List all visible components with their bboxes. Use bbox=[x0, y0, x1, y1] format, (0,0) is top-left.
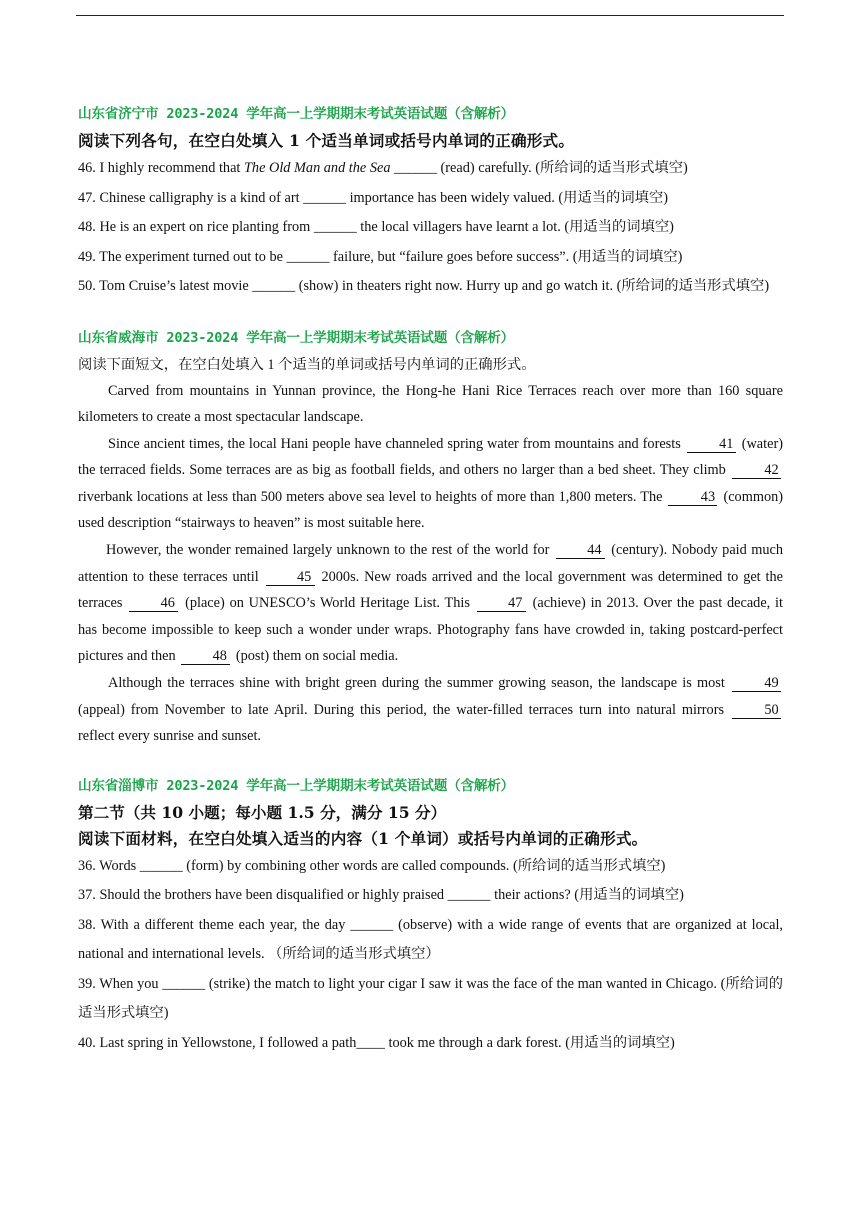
blank-45: 45 bbox=[266, 570, 315, 586]
question-46 bbox=[78, 154, 783, 184]
blank-42: 42 bbox=[732, 463, 781, 479]
text: (appeal) from November to late April. During this period, the water-filled terraces turn into natural mirrors bbox=[78, 701, 730, 718]
blank-47: 47 bbox=[477, 596, 526, 612]
blank-43: 43 bbox=[668, 490, 717, 506]
text: Since ancient times, the local Hani people have channeled spring water from mountains and forests bbox=[108, 435, 685, 452]
section-weihai bbox=[78, 324, 783, 750]
blank-49: 49 bbox=[732, 676, 781, 692]
section-jining bbox=[78, 100, 783, 302]
q46-text-end: ______ (read) carefully. (所给词的适当形式填空) bbox=[390, 160, 688, 176]
question-40: 40. Last spring in Yellowstone, I followed a path____ took me through a dark forest. (用适当的词填空) bbox=[78, 1034, 675, 1051]
text: Although the terraces shine with bright green during the summer growing season, the landscape is most bbox=[108, 675, 730, 692]
question-36: 36. Words ______ (form) by combining other words are called compounds. (所给词的适当形式填空) bbox=[78, 857, 666, 874]
question-48: 48. He is an expert on rice planting from ______ the local villagers have learnt a lot. (用适当的词填空) bbox=[78, 219, 674, 235]
book-title: The Old Man and the Sea bbox=[243, 160, 391, 176]
passage-paragraph-2 bbox=[78, 431, 783, 537]
text: (achieve) in 2013. Over the past decade, it has become impossible to keep such a wonder under wraps. Photography fans have crowded in, taking postcard-perfect pictures and then bbox=[78, 595, 784, 665]
blank-44: 44 bbox=[556, 543, 605, 559]
q46-text: 46. I highly recommend that bbox=[78, 160, 244, 176]
header-rule bbox=[76, 15, 784, 16]
text: reflect every sunrise and sunset. bbox=[78, 728, 262, 745]
text: However, the wonder remained largely unknown to the rest of the world for bbox=[106, 542, 554, 559]
blank-41: 41 bbox=[687, 437, 736, 453]
passage-paragraph-1: Carved from mountains in Yunnan province, the Hong-he Hani Rice Terraces reach over more than 160 square kilometers to create a most spectacular landscape. bbox=[78, 382, 783, 426]
text: (common) used description “stairways to heaven” is most suitable here. bbox=[78, 488, 783, 532]
question-50: 50. Tom Cruise’s latest movie ______ (show) in theaters right now. Hurry up and go watch it. (所给词的适当形式填空) bbox=[78, 278, 770, 294]
question-49: 49. The experiment turned out to be ______ failure, but “failure goes before success”. (用适当的词填空) bbox=[78, 248, 683, 265]
question-39: 39. When you ______ (strike) the match to light your cigar I saw it was the face of the man wanted in Chicago. (所给词的适当形式填空) bbox=[78, 975, 783, 1022]
text: riverbank locations at less than 500 meters above sea level to heights of more than 1,800 meters. The bbox=[78, 488, 667, 505]
blank-50: 50 bbox=[732, 703, 781, 719]
source-title: 山东省淄博市 2023-2024 学年高一上学期期末考试英语试题（含解析） bbox=[78, 777, 515, 794]
text: (place) on UNESCO’s World Heritage List. This bbox=[180, 595, 475, 612]
document-body bbox=[78, 100, 783, 1080]
blank-48: 48 bbox=[181, 649, 230, 665]
text: (century). Nobody paid much attention to these terraces until bbox=[78, 542, 783, 585]
instruction: 阅读下面材料，在空白处填入适当的内容（1 个单词）或括号内单词的正确形式。 bbox=[78, 828, 648, 848]
instruction: 阅读下面短文，在空白处填入 1 个适当的单词或括号内单词的正确形式。 bbox=[78, 356, 536, 373]
text: 2000s. New roads arrived and the local government was determined to get the terraces bbox=[78, 568, 784, 612]
instruction: 阅读下列各句，在空白处填入 1 个适当单词或括号内单词的正确形式。 bbox=[78, 131, 575, 150]
text: (water) the terraced fields. Some terraces are as big as football fields, and others no larger than a bed sheet. They climb bbox=[78, 435, 783, 479]
blank-46: 46 bbox=[129, 596, 178, 612]
source-title: 山东省济宁市 2023-2024 学年高一上学期期末考试英语试题（含解析） bbox=[78, 106, 515, 122]
section-subheading: 第二节（共 10 小题；每小题 1.5 分，满分 15 分） bbox=[78, 802, 447, 822]
question-38: 38. With a different theme each year, the day ______ (observe) with a wide range of events that are organized at local, national and international levels. （所给词的适当形式填空） bbox=[78, 916, 783, 963]
section-zibo bbox=[78, 772, 783, 1059]
passage-paragraph-4 bbox=[78, 670, 783, 750]
question-37: 37. Should the brothers have been disqualified or highly praised ______ their actions? (用适当的词填空) bbox=[78, 887, 684, 904]
passage-paragraph-3 bbox=[78, 537, 783, 670]
text: (post) them on social media. bbox=[232, 648, 399, 665]
question-47: 47. Chinese calligraphy is a kind of art ______ importance has been widely valued. (用适当的词填空) bbox=[78, 189, 669, 206]
source-title: 山东省威海市 2023-2024 学年高一上学期期末考试英语试题（含解析） bbox=[78, 329, 515, 346]
